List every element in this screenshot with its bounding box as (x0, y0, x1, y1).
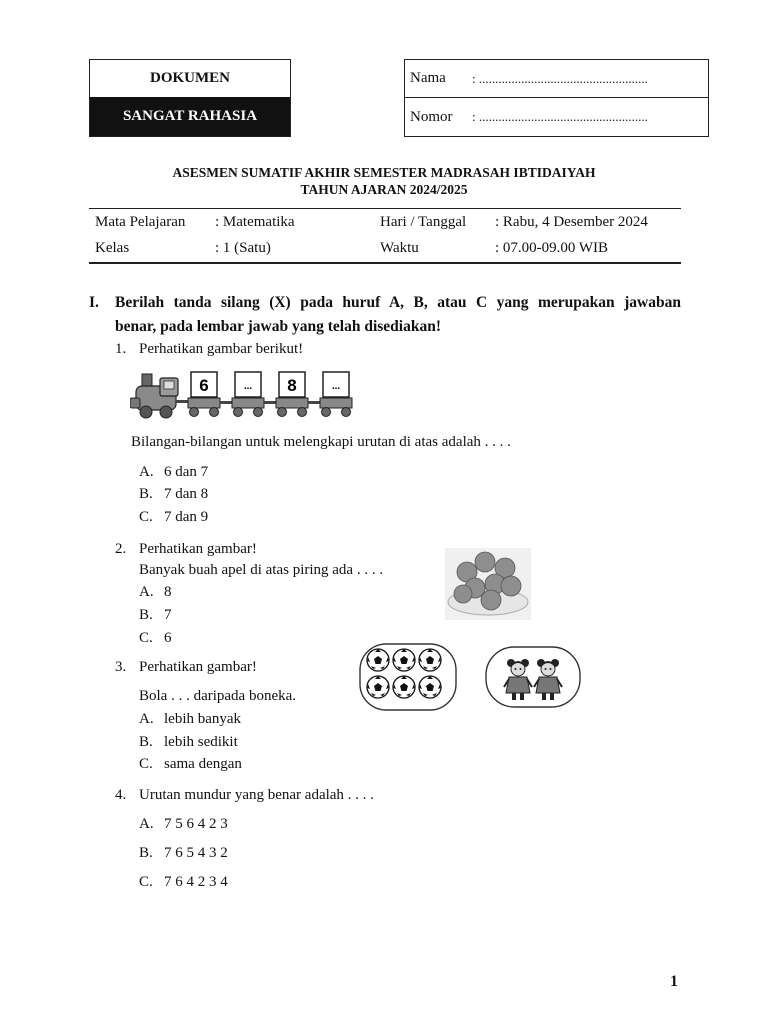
soccer-balls-group (358, 642, 458, 712)
option-letter: B. (139, 607, 153, 623)
question-2-text: Banyak buah apel di atas piring ada . . . . (139, 562, 384, 578)
train-car-3-number: 8 (287, 376, 297, 395)
train-car-3 (276, 372, 308, 417)
option-letter: C. (139, 630, 153, 646)
question-1-option-c[interactable] (139, 509, 208, 526)
question-3-number: 3. (115, 659, 127, 675)
option-letter: A. (139, 464, 154, 480)
section-instruction-line1: Berilah tanda silang (X) pada huruf A, B, atau C yang merupakan jawaban (115, 294, 681, 311)
option-letter: A. (139, 711, 154, 727)
class-label: Kelas (95, 240, 130, 256)
question-2-option-a[interactable] (139, 584, 172, 601)
option-letter: C. (139, 509, 153, 525)
train-car-1-number: 6 (199, 376, 209, 395)
school-year: TAHUN AJARAN 2024/2025 (300, 182, 468, 197)
train-car-4 (320, 372, 352, 417)
train-car-2 (232, 372, 264, 417)
doll-icon (504, 659, 562, 700)
question-3-text: Bola . . . daripada boneka. (139, 688, 297, 704)
train-car-1 (188, 372, 220, 417)
question-2-number: 2. (115, 541, 127, 557)
document-label-box (89, 59, 291, 137)
question-1-text: Bilangan-bilangan untuk melengkapi urutan di atas adalah . . . . (131, 434, 511, 450)
option-text: 7 5 6 4 2 3 (164, 816, 228, 832)
number-row (405, 97, 708, 136)
option-text: sama dengan (164, 756, 242, 772)
name-field[interactable]: : .................................................... (472, 70, 648, 86)
train-car-2-number: ... (243, 381, 253, 392)
question-4-option-c[interactable] (139, 874, 228, 891)
subject-value: : Matematika (215, 214, 295, 230)
secret-label: SANGAT RAHASIA (90, 97, 290, 136)
student-identity-box (404, 59, 709, 137)
question-4-option-a[interactable] (139, 816, 228, 833)
option-text: 7 dan 9 (164, 509, 209, 525)
number-label: Nomor (410, 108, 453, 125)
name-label: Nama (410, 70, 446, 86)
time-label: Waktu (380, 240, 419, 256)
option-text: 6 dan 7 (164, 464, 209, 480)
exam-title: ASESMEN SUMATIF AKHIR SEMESTER MADRASAH IBTIDAIYAH (172, 165, 596, 180)
class-value: : 1 (Satu) (215, 240, 271, 256)
option-text: lebih sedikit (164, 734, 238, 750)
question-1-number: 1. (115, 341, 127, 357)
option-text: 8 (164, 584, 172, 600)
question-4-option-b[interactable] (139, 845, 228, 862)
option-letter: C. (139, 756, 153, 772)
question-2-option-c[interactable] (139, 630, 172, 647)
question-1-option-a[interactable] (139, 464, 208, 481)
option-letter: A. (139, 584, 154, 600)
question-2-option-b[interactable] (139, 607, 172, 624)
question-3-option-a[interactable] (139, 711, 241, 728)
train-illustration (130, 368, 360, 420)
subject-label: Mata Pelajaran (95, 214, 186, 230)
train-car-4-number: ... (331, 381, 341, 392)
question-3-option-b[interactable] (139, 734, 238, 751)
question-2-prompt: Perhatikan gambar! (139, 541, 257, 557)
option-letter: B. (139, 845, 153, 861)
day-label: Hari / Tanggal (380, 214, 467, 230)
option-text: 6 (164, 630, 172, 646)
exam-info-table (89, 208, 681, 264)
option-letter: B. (139, 486, 153, 502)
page-number: 1 (670, 973, 678, 990)
question-4-prompt: Urutan mundur yang benar adalah . . . . (139, 787, 374, 803)
time-value: : 07.00-09.00 WIB (495, 240, 609, 256)
locomotive-icon (130, 374, 188, 418)
question-4-number: 4. (115, 787, 127, 803)
option-letter: C. (139, 874, 153, 890)
section-instruction-line2: benar, pada lembar jawab yang telah disediakan! (115, 318, 441, 335)
option-text: lebih banyak (164, 711, 242, 727)
day-value: : Rabu, 4 Desember 2024 (495, 214, 648, 230)
number-field[interactable]: : .................................................... (472, 109, 648, 124)
question-3-prompt: Perhatikan gambar! (139, 659, 257, 675)
name-row (405, 60, 708, 97)
section-numeral: I. (89, 294, 99, 311)
option-text: 7 6 5 4 3 2 (164, 845, 228, 861)
option-text: 7 (164, 607, 172, 623)
option-text: 7 6 4 2 3 4 (164, 874, 228, 890)
apple-plate-picture (445, 548, 531, 620)
question-1-prompt: Perhatikan gambar berikut! (139, 341, 304, 357)
soccer-ball-icon (367, 649, 441, 698)
document-label: DOKUMEN (150, 70, 230, 86)
question-1-option-b[interactable] (139, 486, 208, 503)
option-letter: B. (139, 734, 153, 750)
question-3-option-c[interactable] (139, 756, 242, 773)
option-letter: A. (139, 816, 154, 832)
dolls-group (484, 645, 582, 709)
option-text: 7 dan 8 (164, 486, 209, 502)
